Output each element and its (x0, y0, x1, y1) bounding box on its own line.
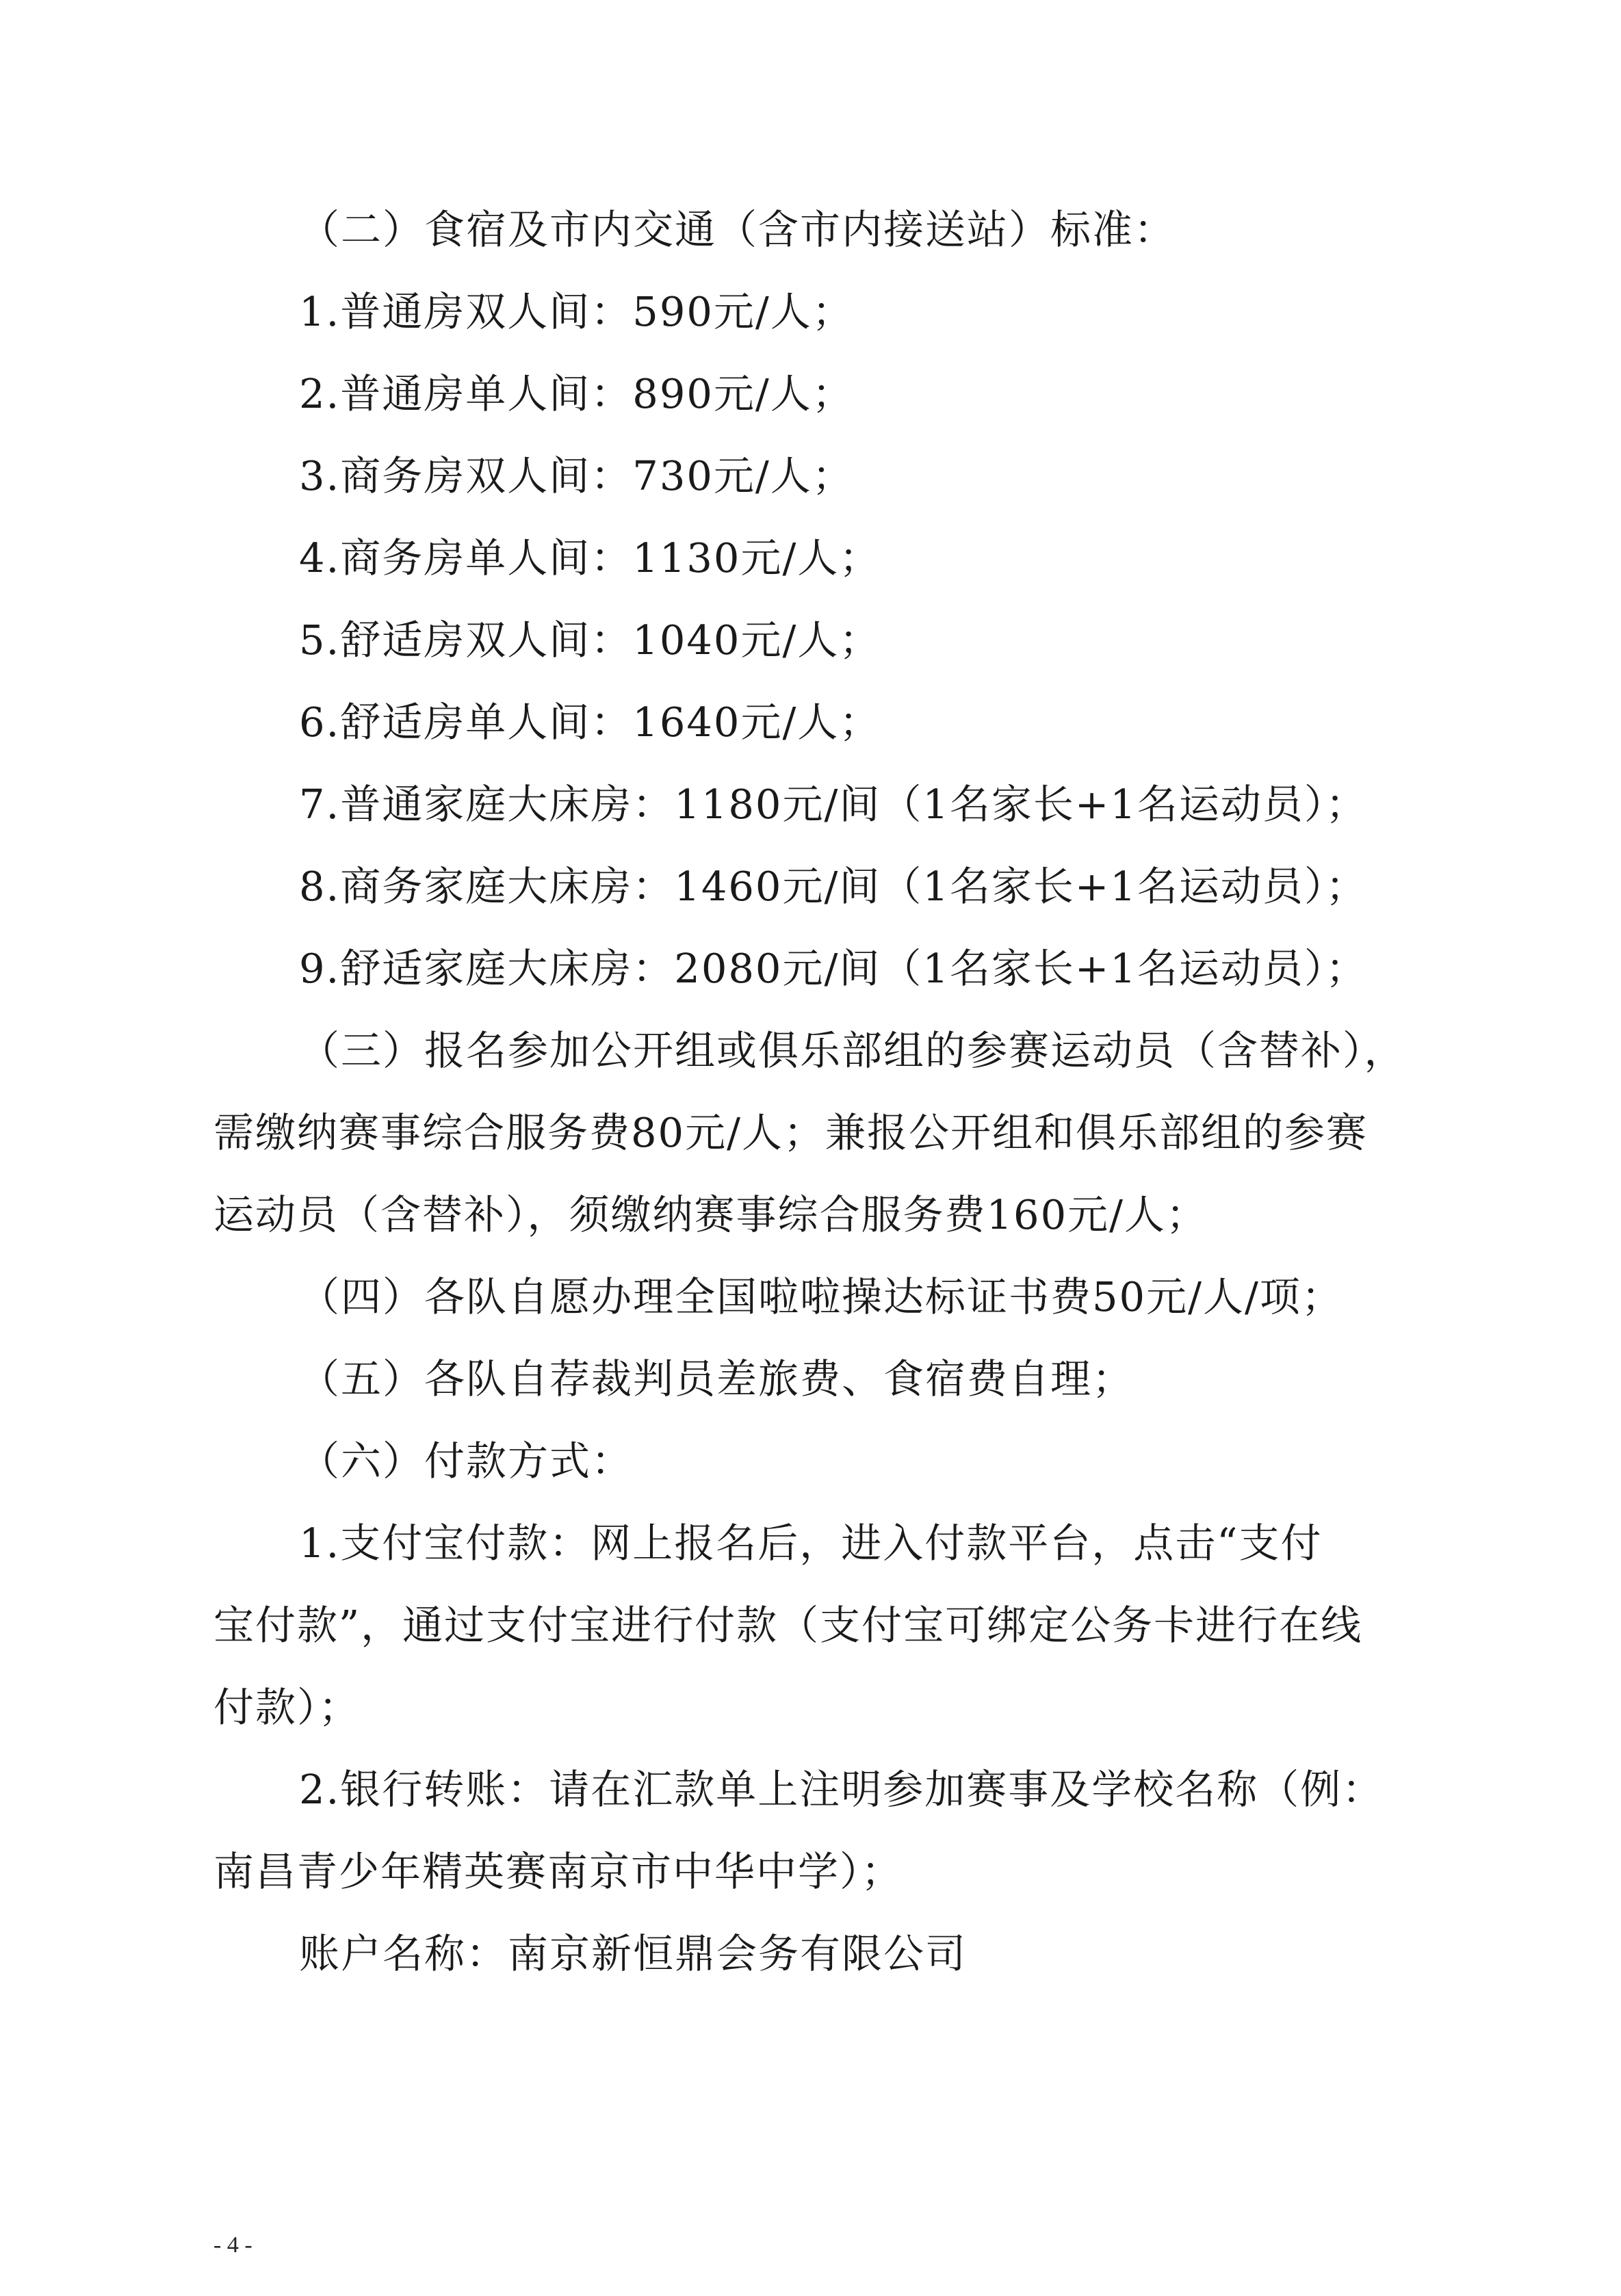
paragraph-service-fee-line-3: 运动员（含替补），须缴纳赛事综合服务费160元/人； (213, 1191, 1208, 1238)
list-item-comfort-family: 9.舒适家庭大床房：2080元/间（1名家长+1名运动员）； (299, 945, 1368, 992)
list-item-business-single: 4.商务房单人间：1130元/人； (299, 534, 881, 582)
section-heading-payment: （六）付款方式： (299, 1437, 634, 1485)
list-item-business-double: 3.商务房双人间：730元/人； (299, 452, 854, 499)
list-item-comfort-single: 6.舒适房单人间：1640元/人； (299, 699, 881, 746)
paragraph-service-fee-line-2: 需缴纳赛事综合服务费80元/人；兼报公开组和俱乐部组的参赛 (213, 1109, 1368, 1156)
paragraph-alipay-line-3: 付款）； (213, 1684, 361, 1731)
paragraph-bank-transfer-line-2: 南昌青少年精英赛南京市中华中学）； (213, 1848, 903, 1895)
paragraph-service-fee-line-1: （三）报名参加公开组或俱乐部组的参赛运动员（含替补）， (299, 1027, 1406, 1074)
paragraph-referee-expenses: （五）各队自荐裁判员差旅费、食宿费自理； (299, 1355, 1134, 1403)
paragraph-alipay-line-2: 宝付款”，通过支付宝进行付款（支付宝可绑定公务卡进行在线 (213, 1602, 1363, 1649)
list-item-business-family: 8.商务家庭大床房：1460元/间（1名家长+1名运动员）； (299, 863, 1368, 910)
paragraph-alipay-line-1: 1.支付宝付款：网上报名后，进入付款平台，点击“支付 (299, 1519, 1323, 1567)
account-name: 账户名称：南京新恒鼎会务有限公司 (299, 1930, 968, 1977)
list-item-standard-family: 7.普通家庭大床房：1180元/间（1名家长+1名运动员）； (299, 781, 1368, 828)
list-item-comfort-double: 5.舒适房双人间：1040元/人； (299, 616, 881, 664)
list-item-standard-double: 1.普通房双人间：590元/人； (299, 288, 854, 335)
section-heading-lodging: （二）食宿及市内交通（含市内接送站）标准： (299, 206, 1176, 253)
paragraph-certificate-fee: （四）各队自愿办理全国啦啦操达标证书费50元/人/项； (299, 1273, 1343, 1320)
paragraph-bank-transfer-line-1: 2.银行转账：请在汇款单上注明参加赛事及学校名称（例： (299, 1766, 1384, 1813)
page-number: - 4 - (213, 2232, 252, 2258)
list-item-standard-single: 2.普通房单人间：890元/人； (299, 370, 854, 417)
